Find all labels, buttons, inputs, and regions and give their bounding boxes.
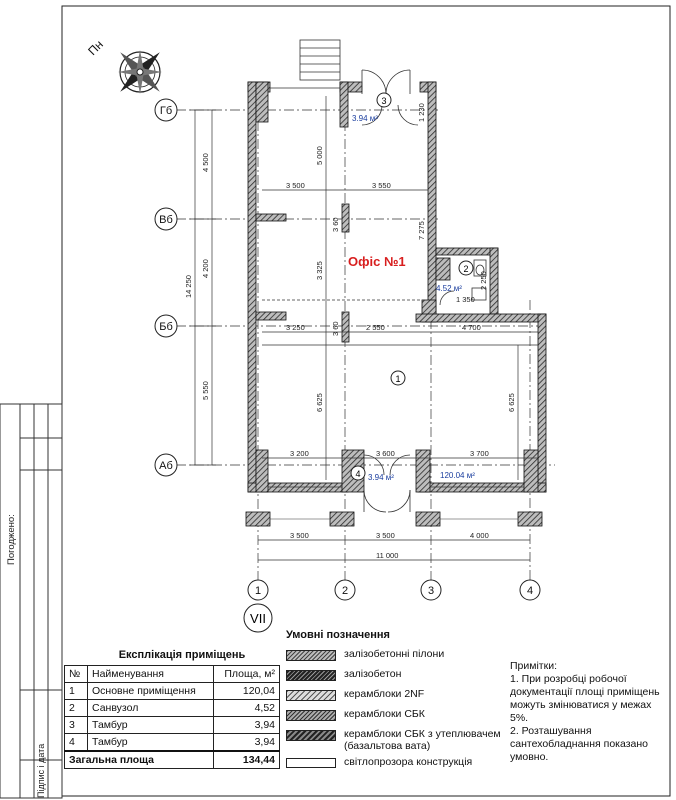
table-header-row (65, 666, 280, 683)
dim-horizontal-9: 3 500 (290, 531, 309, 540)
dim-horizontal-1: 3 500 (286, 181, 305, 190)
signature-date-label: Підпис і дата (36, 743, 46, 798)
row-name: Санвузол (88, 700, 214, 717)
row-name: Тамбур (88, 717, 214, 734)
row-number: 1 (65, 683, 88, 700)
dim-vertical-left-2: 4 200 (201, 259, 210, 278)
legend-swatch (286, 690, 336, 701)
row-number: 3 (65, 717, 88, 734)
dim-vertical-inner-6: 3 60 (331, 217, 340, 232)
legend-label: керамблоки СБК (344, 708, 425, 720)
grid-label-row-gb: Гб (159, 105, 173, 117)
legend (286, 626, 501, 776)
header-area: Площа, м² (213, 666, 279, 683)
header-number: № (65, 666, 88, 683)
grid-label-row-bb: Бб (159, 321, 173, 333)
dim-vertical-inner-3: 6 625 (315, 393, 324, 412)
explication-table (64, 645, 280, 769)
dim-vertical-inner-9: 1 230 (417, 103, 426, 122)
legend-swatch (286, 710, 336, 721)
legend-label: керамблоки СБК з утеплювачем (базальтова вата) (344, 728, 501, 752)
dim-horizontal-5: 4 700 (462, 323, 481, 332)
walls (248, 82, 546, 492)
approved-label: Погоджено: (6, 514, 17, 565)
compass-rose-icon (116, 48, 164, 96)
room-number-1: 1 (395, 374, 401, 384)
dim-vertical-inner-8: 2 250 (479, 271, 488, 290)
legend-swatch (286, 650, 336, 661)
table-row (65, 734, 280, 752)
dim-horizontal-3: 3 250 (286, 323, 305, 332)
dim-horizontal-6: 3 200 (290, 449, 309, 458)
explication-title: Експлікація приміщень (118, 649, 246, 661)
dim-vertical-inner-7: 3 60 (331, 321, 340, 336)
room-number-3: 3 (381, 96, 387, 106)
note-line: 2. Розташування сантехобладнання показано умовно. (510, 725, 648, 763)
legend-item (286, 756, 501, 776)
side-title-block (0, 404, 62, 798)
grid-label-row-vb: Вб (159, 214, 173, 226)
dim-horizontal-10: 3 500 (376, 531, 395, 540)
legend-label: залізобетон (344, 668, 402, 680)
notes-title: Примітки: (510, 660, 557, 672)
room-number-4: 4 (355, 469, 361, 479)
dim-horizontal-11: 4 000 (470, 531, 489, 540)
table-row (65, 683, 280, 700)
legend-item (286, 728, 501, 756)
grid-label-col-4: 4 (526, 585, 534, 597)
dim-horizontal-12: 1 350 (456, 295, 475, 304)
legend-label: світлопрозора конструкція (344, 756, 473, 768)
north-label: Пн (85, 37, 106, 59)
dim-total-vertical: 14 250 (184, 275, 193, 298)
dim-vertical-inner-5: 7 275 (417, 221, 426, 240)
row-number: 4 (65, 734, 88, 752)
total-value: 134,44 (213, 751, 279, 769)
row-area: 120,04 (213, 683, 279, 700)
dim-vertical-inner-1: 5 000 (315, 146, 324, 165)
legend-item (286, 688, 501, 708)
dim-vertical-inner-4: 6 625 (507, 393, 516, 412)
row-number: 2 (65, 700, 88, 717)
row-area: 3,94 (213, 717, 279, 734)
dim-horizontal-2: 3 550 (372, 181, 391, 190)
row-name: Тамбур (88, 734, 214, 752)
room-title: Офіс №1 (348, 254, 406, 269)
grid-label-col-2: 2 (341, 585, 349, 597)
grid-label-col-1: 1 (254, 585, 262, 597)
legend-item (286, 668, 501, 688)
dim-horizontal-7: 3 600 (376, 449, 395, 458)
total-label: Загальна площа (65, 751, 214, 769)
table-row (65, 717, 280, 734)
area-label-room-2: 4.52 м² (436, 284, 462, 293)
dim-total-horizontal: 11 000 (376, 551, 399, 560)
legend-item (286, 708, 501, 728)
dim-vertical-inner-2: 3 325 (315, 261, 324, 280)
legend-label: залізобетонні пілони (344, 648, 445, 660)
dim-vertical-left-1: 4 500 (201, 153, 210, 172)
legend-title: Умовні позначення (286, 629, 390, 641)
header-name: Найменування (88, 666, 214, 683)
notes (510, 660, 670, 764)
total-row (65, 751, 280, 769)
legend-swatch (286, 670, 336, 681)
dim-horizontal-4: 2 550 (366, 323, 385, 332)
row-name: Основне приміщення (88, 683, 214, 700)
section-mark-label: VII (250, 611, 266, 626)
row-area: 4,52 (213, 700, 279, 717)
legend-swatch (286, 730, 336, 741)
row-area: 3,94 (213, 734, 279, 752)
legend-label: керамблоки 2NF (344, 688, 425, 700)
area-label-room-3: 3.94 м² (352, 114, 378, 123)
grid-label-row-ab: Аб (159, 460, 173, 472)
grid-label-col-3: 3 (427, 585, 435, 597)
dim-vertical-left-3: 5 550 (201, 381, 210, 400)
room-number-2: 2 (463, 264, 469, 274)
table-row (65, 700, 280, 717)
note-line: 1. При розробці робочої документації площі приміщень можуть змінюватися у межах 5%. (510, 673, 660, 724)
legend-swatch (286, 758, 336, 768)
legend-item (286, 648, 501, 668)
area-label-room-4: 3.94 м² (368, 473, 394, 482)
dim-horizontal-8: 3 700 (470, 449, 489, 458)
area-label-room-1: 120.04 м² (440, 471, 475, 480)
